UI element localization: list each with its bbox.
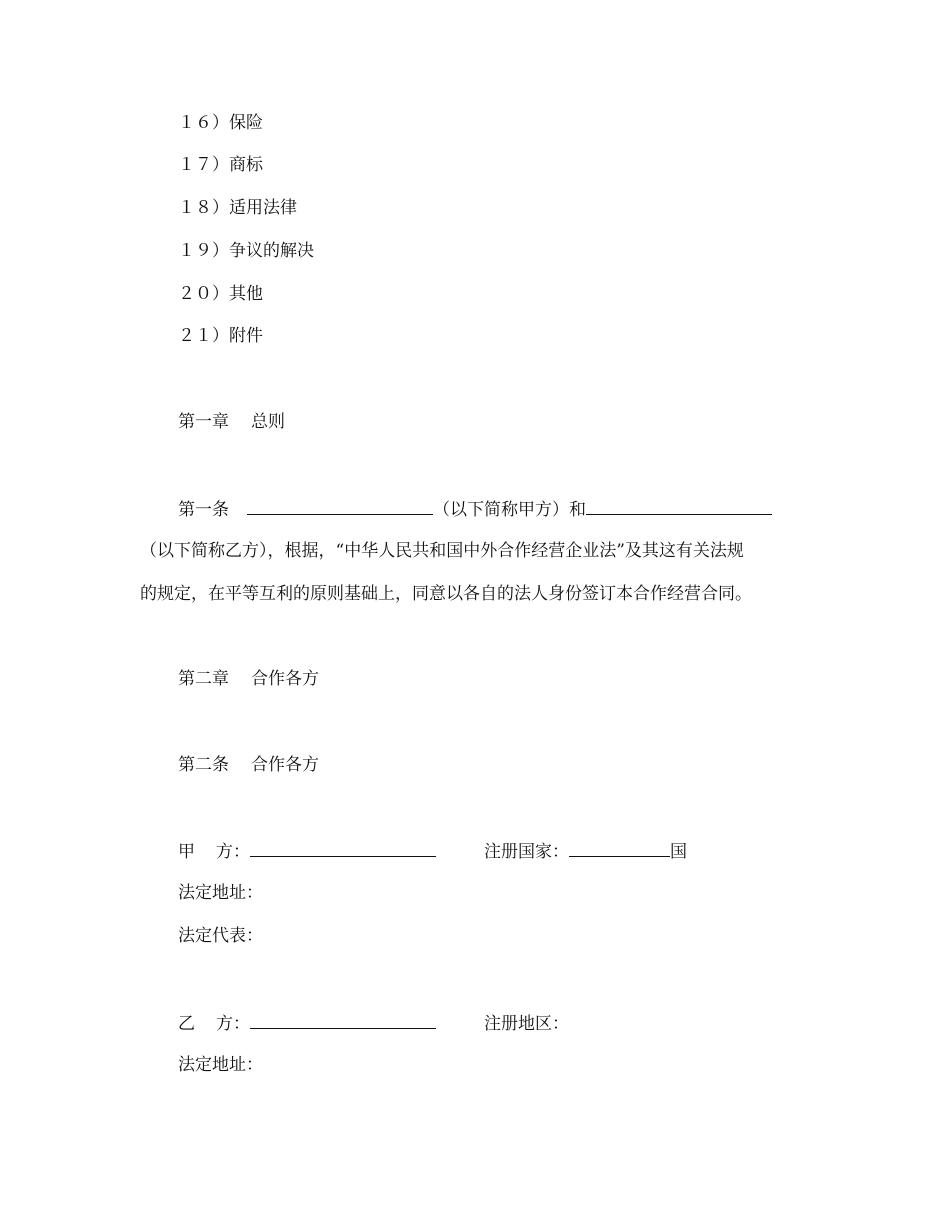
article-1-line-1 — [178, 497, 772, 521]
party-b-label-1: 乙 — [178, 1014, 195, 1034]
party-b-row — [178, 1011, 569, 1035]
chapter-title: 总则 — [251, 412, 285, 432]
party-a-country-suffix: 国 — [670, 842, 687, 862]
party-a-address-label: 法定地址： — [178, 883, 263, 903]
toc-item-17: １７）商标 — [178, 155, 263, 175]
article-2-heading — [178, 754, 319, 776]
party-a-label-1: 甲 — [178, 842, 195, 862]
party-b-label-2: 方： — [216, 1014, 250, 1034]
party-a-name-blank[interactable] — [247, 497, 433, 515]
article-label: 第二条 — [178, 755, 229, 775]
article-label: 第一条 — [178, 500, 229, 520]
toc-item-21: ２１）附件 — [178, 326, 263, 346]
toc-item-18: １８）适用法律 — [178, 198, 297, 218]
article-title: 合作各方 — [251, 755, 319, 775]
toc-item-16: １６）保险 — [178, 113, 263, 133]
party-a-label-2: 方： — [216, 842, 250, 862]
party-a-suffix: （以下简称甲方）和 — [433, 500, 586, 520]
chapter-label: 第一章 — [178, 412, 229, 432]
article-1-line-2: （以下简称乙方），根据，“中华人民共和国中外合作经营企业法”及其这有关法规 — [140, 541, 744, 561]
chapter-label: 第二章 — [178, 669, 229, 689]
article-1-line-3: 的规定，在平等互利的原则基础上，同意以各自的法人身份签订本合作经营合同。 — [140, 584, 752, 604]
chapter-2-heading — [178, 668, 319, 690]
chapter-title: 合作各方 — [251, 669, 319, 689]
party-a-country-blank[interactable] — [569, 839, 670, 857]
party-a-country-label: 注册国家： — [484, 842, 569, 862]
chapter-1-heading — [178, 411, 285, 433]
party-a-representative-label: 法定代表： — [178, 926, 263, 946]
party-a-blank[interactable] — [250, 839, 436, 857]
toc-item-20: ２０）其他 — [178, 284, 263, 304]
toc-item-19: １９）争议的解决 — [178, 241, 314, 261]
party-b-blank[interactable] — [250, 1011, 436, 1029]
party-a-row — [178, 839, 687, 863]
party-b-name-blank[interactable] — [586, 497, 772, 515]
party-b-region-label: 注册地区： — [484, 1014, 569, 1034]
party-b-address-label: 法定地址： — [178, 1055, 263, 1075]
